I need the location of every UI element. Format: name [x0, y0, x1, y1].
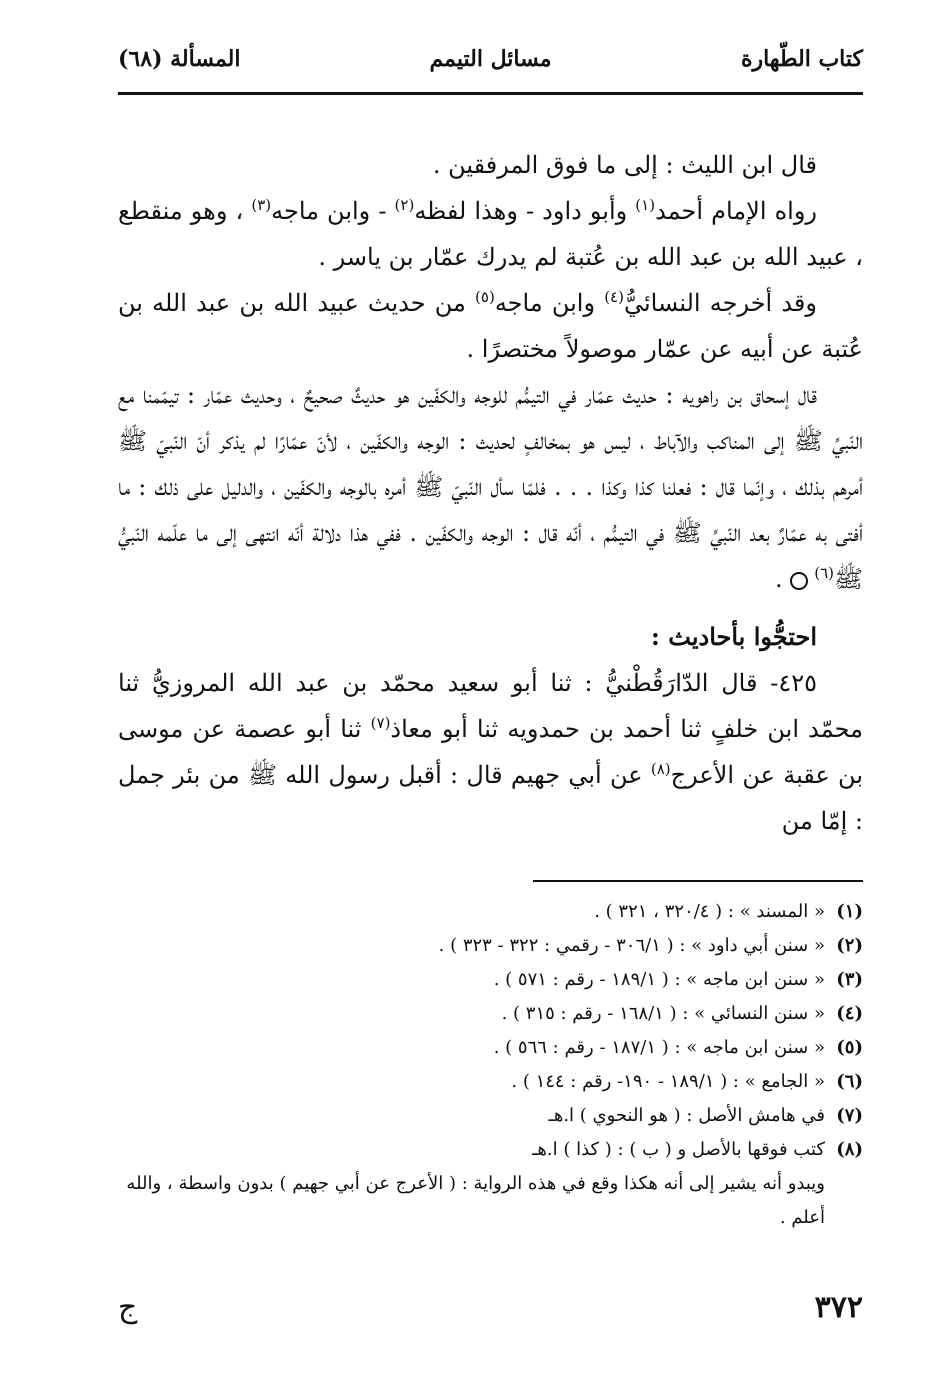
running-header [118, 40, 863, 90]
footnote-text: « سنن النسائي » : ( ١٦٨/١ - رقم : ٣١٥ ) . [501, 1003, 825, 1024]
paragraph-5 [118, 660, 863, 844]
paragraph-4 [118, 372, 863, 602]
footnote-ref[interactable]: (٥) [475, 288, 495, 306]
paragraph-1: قال ابن الليث : إلى ما فوق المرفقين . [432, 151, 817, 179]
footnote-text: « سنن ابن ماجه » : ( ١٨٧/١ - رقم : ٥٦٦ ) . [493, 1037, 825, 1058]
footnote-text: في هامش الأصل : ( هو النحوي ) ا.هـ [548, 1105, 825, 1126]
footnote-separator [533, 880, 863, 882]
main-text [118, 142, 863, 844]
text-run: من حديث عبيد الله بن عبد الله بن عُتبة عن أبيه عن عمّار موصولاً مختصرًا . [118, 289, 863, 363]
text-run: . [774, 565, 791, 593]
footnote-number: (٢) [836, 935, 863, 956]
text-run: وأبو داود - وهذا لفظه [414, 197, 636, 225]
footnote-number: (٣) [836, 969, 863, 990]
footnote-ref[interactable]: (٣) [251, 196, 272, 214]
footnote-ref[interactable]: (١) [635, 196, 656, 214]
end-circle-icon [790, 572, 808, 590]
footnote-number: (٤) [836, 1003, 863, 1024]
footnote-item [118, 1065, 863, 1099]
text-run: رواه الإمام أحمد [655, 197, 818, 225]
header-rule [118, 92, 863, 95]
footnote-text: « المسند » : ( ٣٢٠/٤ ، ٣٢١ ) . [594, 901, 825, 922]
footnote-item [118, 895, 863, 929]
footnote-ref[interactable]: (٢) [394, 196, 415, 214]
chapter-title: مسائل التيمم [429, 46, 552, 72]
footnote-number: (٨) [836, 1139, 863, 1160]
text-run: عن أبي جهيم قال : أقبل رسول الله ﷺ من بئر جمل : إمّا من [118, 761, 863, 835]
footnote-item [118, 997, 863, 1031]
footnote-ref[interactable]: (٦) [814, 564, 834, 582]
text-run: وابن ماجه [494, 289, 605, 317]
footnote-item [118, 929, 863, 963]
footnote-text: كتب فوقها بالأصل و ( ب ) : ( كذا ) ا.هـ [532, 1139, 825, 1160]
text-run: - وابن ماجه [271, 197, 395, 225]
footnote-item [118, 963, 863, 997]
footnotes [118, 895, 863, 1235]
paragraph-3 [118, 280, 863, 372]
footnote-text: « سنن ابن ماجه » : ( ١٨٩/١ - رقم : ٥٧١ ) . [493, 969, 825, 990]
footnote-number: (١) [836, 901, 863, 922]
footnote-item [118, 1133, 863, 1167]
footnote-ref[interactable]: (٨) [650, 760, 671, 778]
footnote-text: « سنن أبي داود » : ( ٣٠٦/١ - رقمي : ٣٢٢ - ٣٢٣ ) . [438, 935, 825, 956]
book-title: كتاب الطّهارة [740, 46, 863, 72]
section-subheading: احتجُّوا بأحاديث : [651, 622, 817, 651]
issue-number: المسألة (٦٨) [118, 46, 241, 72]
footnote-number: (٥) [836, 1037, 863, 1058]
footnote-text: « الجامع » : ( ١٨٩/١ - ١٩٠- رقم : ١٤٤ ) . [511, 1071, 825, 1092]
footnote-number: (٧) [836, 1105, 863, 1126]
footnote-ref[interactable]: (٤) [604, 288, 624, 306]
signature-letter: ج [118, 1290, 138, 1325]
footnote-item [118, 1099, 863, 1133]
text-run: وقد أخرجه النسائيُّ [623, 289, 817, 317]
text-run: ، وهو منقطع ، عبيد الله بن عبد الله بن عُتبة لم يدرك عمّار بن ياسر . [118, 197, 863, 271]
footnote-ref[interactable]: (٧) [370, 714, 391, 732]
paragraph-2 [118, 188, 863, 280]
text-run: ٤٢٥- قال الدّارَقُطْنيُّ : ثنا أبو سعيد محمّد بن عبد الله المروزيُّ ثنا محمّد ابن خلفٍ ثنا أحمد بن حمدويه ثنا أبو معاذ [118, 669, 863, 743]
page-number: ٣٧٢ [814, 1290, 863, 1325]
footnote-item [118, 1031, 863, 1065]
footnote-number: (٦) [836, 1071, 863, 1092]
text-run: قال إسحاق بن راهويه : حديث عمّار في التيمُّم للوجه والكفّين هو حديثٌ صحيحٌ ، وحديث عمّار : تيمّمنا مع النّبيِّ ﷺ إلى المناكب والآباط ، ليس هو بمخالفٍ لحديث : الوجه والكفّين ، لأنّ عمّارًا لم يذكر أنّ النّبيّ ﷺ أمرهم بذلك ، وإنّما قال : فعلنا كذا وكذا . . . فلمّا سأل النّبيّ ﷺ أمره بالوجه والكفّين ، والدليل على ذلك : ما أفتى به عمّارٌ بعد النّبيِّ ﷺ في التيمُّم ، أنّه قال : الوجه والكفّين . ففي هذا دلالة أنّه انتهى إلى ما علّمه النّبيُّ ﷺ [118, 381, 863, 593]
text-run: ثنا أبو عصمة عن موسى بن عقبة عن الأعرج [118, 715, 863, 789]
footnote-continuation: ويبدو أنه يشير إلى أنه هكذا وقع في هذه الرواية : ( الأعرج عن أبي جهيم ) بدون واسطة ، والله أعلم . [126, 1173, 825, 1228]
